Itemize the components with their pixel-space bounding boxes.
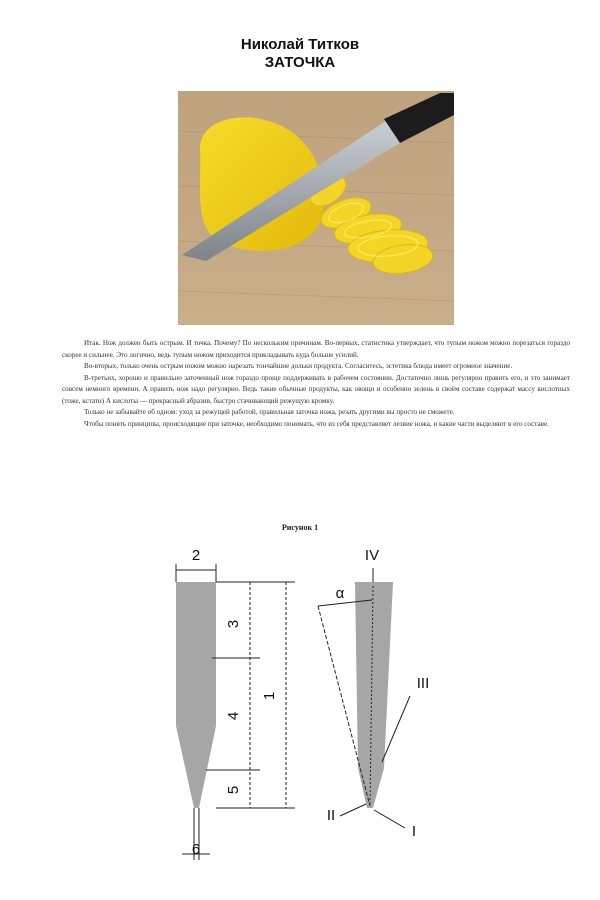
label-2: 2 xyxy=(191,547,201,564)
author-name: Николай Титков xyxy=(240,36,360,53)
figure-caption: Рисунок 1 xyxy=(281,523,319,532)
paragraph: Итак. Нож должен быть острым. И точка. Почему? По нескольким причинам. Во-первых, статистика утверждает, что тупым ножом можно порезаться гораздо скорее и сильнее. Это логично, ведь тупым ножом приходится прикладывать куда больше усилий. xyxy=(62,339,570,359)
label-5: 5 xyxy=(225,785,242,795)
label-iii: III xyxy=(416,675,430,692)
paragraph: В-третьих, хорошо и правильно заточенный нож гораздо проще поддерживать в рабочем состоянии. Достаточно лишь регулярно править его, и это занимает совсем немного времени. А править нож надо регулярно. Ведь такие обычные продукты, как овощи и особенно зелень в своём составе содержат массу кислотных (тоже, кстати) А кислоты — прекрасный абразив, быстро стачивающий режущую кромку. xyxy=(62,373,570,405)
label-iv: IV xyxy=(364,547,380,564)
label-i: I xyxy=(411,823,417,840)
knife-slicing-lemon-photo xyxy=(178,91,454,325)
article-body xyxy=(62,338,570,430)
label-1: 1 xyxy=(261,691,278,701)
paragraph: Чтобы понять принципы, происходящие при заточке, необходимо понимать, что из себя представляет лезвие ножа, и какие части выделяют в его составе. xyxy=(84,419,549,428)
label-ii: II xyxy=(326,807,336,824)
label-alpha: α xyxy=(335,585,345,602)
paragraph: Во-вторых, только очень острым ножом можно нарезать тончайшие дольки продукта. Согласитесь, эстетика блюда имеет огромное значение. xyxy=(84,362,513,370)
label-3: 3 xyxy=(225,619,242,629)
blade-profile-left xyxy=(176,582,216,808)
label-4: 4 xyxy=(225,711,242,721)
blade-cross-section xyxy=(355,582,393,808)
paragraph: Только не забывайте об одном: уход за режущей работой, правильная заточка ножа, резать другими вы просто не сможете. xyxy=(84,408,455,416)
label-6: 6 xyxy=(191,841,201,858)
page-title: ЗАТОЧКА xyxy=(264,54,336,71)
page-header xyxy=(0,36,600,72)
photo-illustration xyxy=(178,91,454,325)
blade-diagram xyxy=(150,538,450,870)
